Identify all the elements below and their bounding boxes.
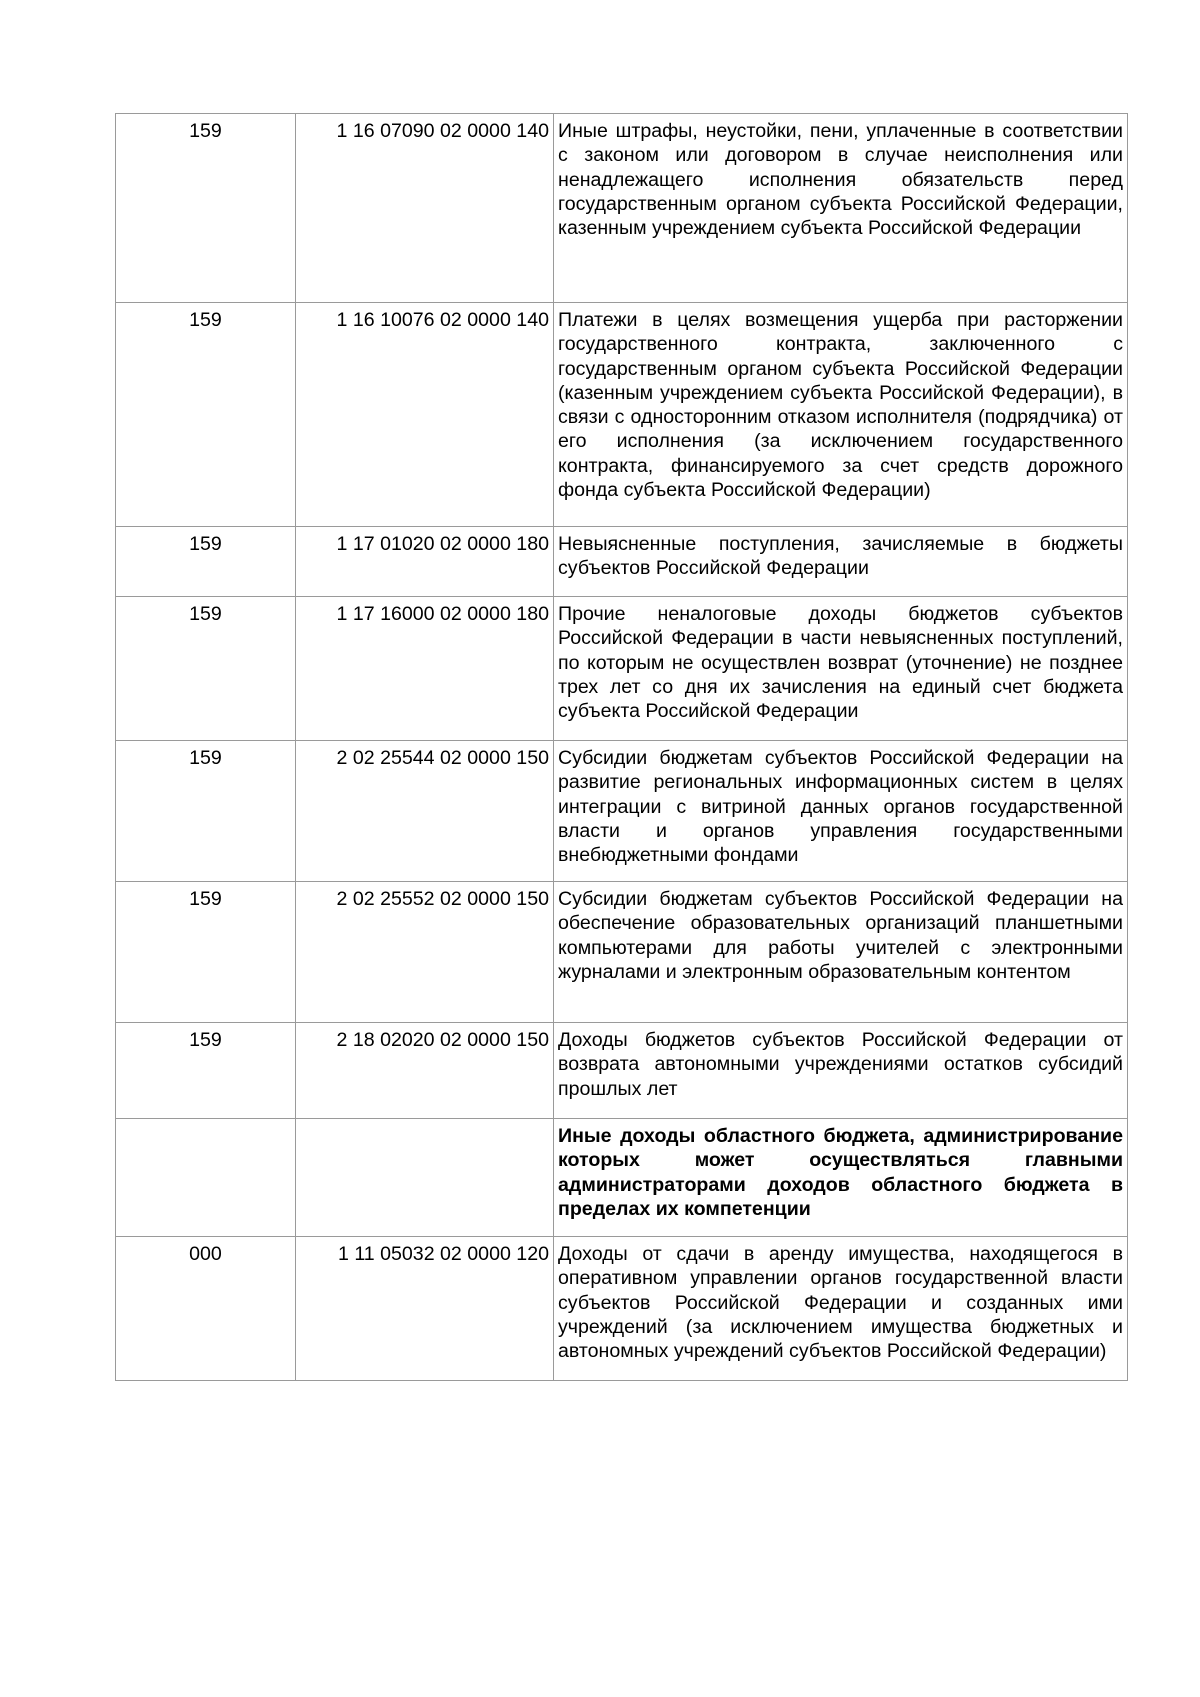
budget-code-cell: 1 16 07090 02 0000 140 [296, 114, 554, 303]
table-row [116, 882, 1128, 1023]
table-row [116, 1023, 1128, 1119]
admin-code-cell: 159 [116, 882, 296, 1023]
table-row [116, 1237, 1128, 1381]
admin-code-cell: 159 [116, 597, 296, 741]
table-row [116, 303, 1128, 527]
admin-code-cell: 159 [116, 741, 296, 882]
admin-code-cell: 159 [116, 1023, 296, 1119]
budget-code-cell: 2 02 25544 02 0000 150 [296, 741, 554, 882]
budget-code-cell [296, 1119, 554, 1237]
income-codes-table [115, 113, 1128, 1381]
budget-code-cell: 1 17 16000 02 0000 180 [296, 597, 554, 741]
income-name-cell: Прочие неналоговые доходы бюджетов субъектов Российской Федерации в части невыясненных поступлений, по которым не осуществлен возврат (уточнение) не позднее трех лет со дня их зачисления на единый счет бюджета субъекта Российской Федерации [554, 597, 1128, 741]
budget-code-cell: 2 02 25552 02 0000 150 [296, 882, 554, 1023]
table-row [116, 741, 1128, 882]
income-name-cell: Платежи в целях возмещения ущерба при расторжении государственного контракта, заключенного с государственным органом субъекта Российской Федерации (казенным учреждением субъекта Российской Федерации), в связи с односторонним отказом исполнителя (подрядчика) от его исполнения (за исключением государственного контракта, финансируемого за счет средств дорожного фонда субъекта Российской Федерации) [554, 303, 1128, 527]
income-name-cell: Доходы бюджетов субъектов Российской Федерации от возврата автономными учреждениями остатков субсидий прошлых лет [554, 1023, 1128, 1119]
admin-code-cell: 159 [116, 303, 296, 527]
table-row [116, 597, 1128, 741]
section-heading-cell [554, 1119, 1128, 1237]
income-name-cell: Субсидии бюджетам субъектов Российской Федерации на развитие региональных информационных систем в целях интеграции с витриной данных органов государственной власти и органов управления государственными внебюджетными фондами [554, 741, 1128, 882]
admin-code-cell: 159 [116, 114, 296, 303]
admin-code-cell [116, 1119, 296, 1237]
income-name-cell: Субсидии бюджетам субъектов Российской Федерации на обеспечение образовательных организаций планшетными компьютерами для работы учителей с электронными журналами и электронным образовательным контентом [554, 882, 1128, 1023]
budget-code-cell: 2 18 02020 02 0000 150 [296, 1023, 554, 1119]
budget-code-cell: 1 16 10076 02 0000 140 [296, 303, 554, 527]
section-heading-text: Иные доходы областного бюджета, администрирование которых может осуществляться главными администраторами доходов областного бюджета в пределах их компетенции [558, 1125, 1123, 1220]
budget-code-cell: 1 11 05032 02 0000 120 [296, 1237, 554, 1381]
admin-code-cell: 000 [116, 1237, 296, 1381]
table-row [116, 114, 1128, 303]
budget-code-cell: 1 17 01020 02 0000 180 [296, 527, 554, 597]
income-name-cell: Иные штрафы, неустойки, пени, уплаченные в соответствии с законом или договором в случае неисполнения или ненадлежащего исполнения обязательств перед государственным органом субъекта Российской Федерации, казенным учреждением субъекта Российской Федерации [554, 114, 1128, 303]
table-row-section-heading [116, 1119, 1128, 1237]
income-name-cell: Доходы от сдачи в аренду имущества, находящегося в оперативном управлении органов государственной власти субъектов Российской Федерации и созданных ими учреждений (за исключением имущества бюджетных и автономных учреждений субъектов Российской Федерации) [554, 1237, 1128, 1381]
admin-code-cell: 159 [116, 527, 296, 597]
income-name-cell: Невыясненные поступления, зачисляемые в бюджеты субъектов Российской Федерации [554, 527, 1128, 597]
table-row [116, 527, 1128, 597]
